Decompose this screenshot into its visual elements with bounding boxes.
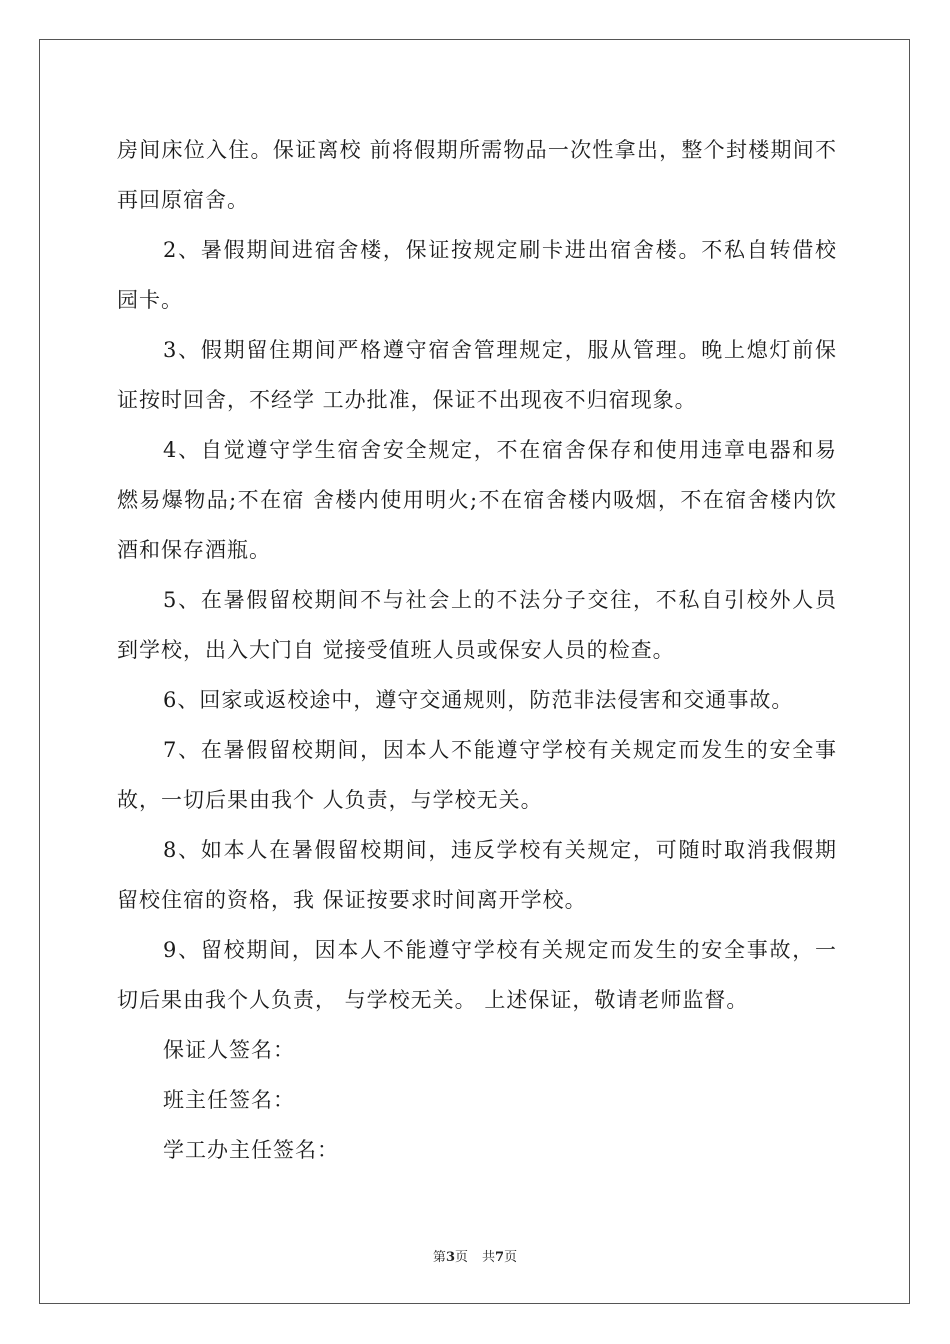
- guarantor-signature-label: 保证人签名：: [163, 1038, 295, 1062]
- paragraph-item-4: 4、自觉遵守学生宿舍安全规定，不在宿舍保存和使用违章电器和易燃易爆物品;不在宿 舍楼内使用明火;不在宿舍楼内吸烟，不在宿舍楼内饮酒和保存酒瓶。: [117, 438, 837, 562]
- footer-total-suffix: 页: [504, 1250, 518, 1265]
- footer-page-suffix: 页: [454, 1250, 468, 1265]
- footer-prefix: 第: [432, 1250, 446, 1265]
- office-director-signature-label: 学工办主任签名：: [163, 1138, 339, 1162]
- total-pages-number: 7: [495, 1250, 505, 1265]
- paragraph-item-7: 7、在暑假留校期间，因本人不能遵守学校有关规定而发生的安全事故，一切后果由我个 人负责，与学校无关。: [117, 738, 837, 812]
- paragraph-item-3: 3、假期留住期间严格遵守宿舍管理规定，服从管理。晚上熄灯前保证按时回舍，不经学 工办批准，保证不出现夜不归宿现象。: [117, 338, 837, 412]
- document-body: [117, 125, 837, 1175]
- paragraph-item-6: 6、回家或返校途中，遵守交通规则，防范非法侵害和交通事故。: [163, 688, 794, 712]
- current-page-number: 3: [445, 1250, 455, 1265]
- page-footer: [0, 1246, 950, 1265]
- footer-total-prefix: 共: [482, 1250, 496, 1265]
- paragraph-continuation: 房间床位入住。保证离校 前将假期所需物品一次性拿出，整个封楼期间不再回原宿舍。: [117, 138, 837, 212]
- paragraph-item-5: 5、在暑假留校期间不与社会上的不法分子交往，不私自引校外人员到学校，出入大门自 觉接受值班人员或保安人员的检查。: [117, 588, 837, 662]
- class-teacher-signature-label: 班主任签名：: [163, 1088, 295, 1112]
- paragraph-item-2: 2、暑假期间进宿舍楼，保证按规定刷卡进出宿舍楼。不私自转借校园卡。: [117, 238, 837, 312]
- paragraph-item-8: 8、如本人在暑假留校期间，违反学校有关规定，可随时取消我假期留校住宿的资格，我 保证按要求时间离开学校。: [117, 838, 837, 912]
- paragraph-item-9: 9、留校期间，因本人不能遵守学校有关规定而发生的安全事故，一切后果由我个人负责， 与学校无关。 上述保证，敬请老师监督。: [117, 938, 837, 1012]
